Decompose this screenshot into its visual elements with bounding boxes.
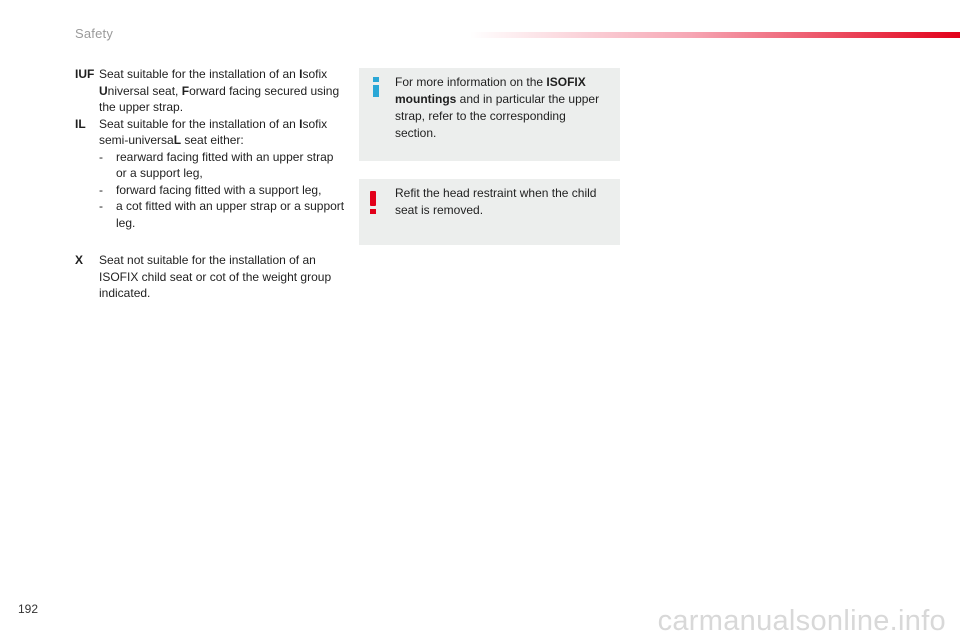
- bullet-dash: -: [99, 149, 103, 164]
- definition-x: [75, 252, 345, 302]
- bullet-text: forward facing fitted with a support leg,: [116, 182, 322, 197]
- info-text: For more information on the ISOFIX mountings and in particular the upper strap, refer to the corresponding section.: [395, 75, 600, 140]
- definition-letter: I: [299, 67, 303, 81]
- bullet-text: a cot fitted with an upper strap or a support leg.: [116, 199, 345, 230]
- section-title: Safety: [75, 26, 114, 41]
- definition-code: X: [75, 253, 84, 267]
- warning-text: Refit the head restraint when the child seat is removed.: [395, 186, 597, 217]
- definition-text: seat either:: [181, 133, 244, 147]
- bullet-item: [99, 198, 345, 231]
- definition-code: IUF: [75, 67, 95, 81]
- definition-text: Seat suitable for the installation of an: [99, 67, 300, 81]
- definition-letter: F: [181, 83, 190, 98]
- watermark: carmanualsonline.info: [657, 605, 946, 637]
- definition-text: Seat suitable for the installation of an: [99, 116, 300, 131]
- info-box: [359, 68, 620, 161]
- definition-text: sofix: [302, 67, 328, 81]
- bullet-item: [99, 149, 345, 182]
- definition-letter: L: [173, 133, 182, 147]
- definition-text: sofix semi-universa: [99, 116, 328, 147]
- definition-letter: I: [299, 116, 303, 131]
- definition-iuf: [75, 66, 345, 116]
- definition-text: niversal seat,: [107, 83, 182, 98]
- definition-il: [75, 116, 345, 149]
- info-icon: [373, 77, 379, 97]
- definition-text: Seat not suitable for the installation of an ISOFIX child seat or cot of the weight group indicated.: [99, 253, 332, 300]
- bullet-dash: -: [99, 182, 103, 197]
- bullet-item: [99, 182, 345, 199]
- definition-code: IL: [75, 116, 86, 131]
- page-number: 192: [18, 602, 39, 616]
- warning-icon: [370, 191, 377, 214]
- definition-letter: U: [99, 83, 108, 98]
- header-accent-bar: [470, 32, 960, 38]
- definitions-column: [75, 66, 345, 302]
- definition-text: orward facing secured using the upper strap.: [99, 83, 340, 114]
- bullet-dash: -: [99, 199, 103, 213]
- bullet-text: rearward facing fitted with an upper strap or a support leg,: [116, 149, 334, 180]
- warning-box: [359, 179, 620, 245]
